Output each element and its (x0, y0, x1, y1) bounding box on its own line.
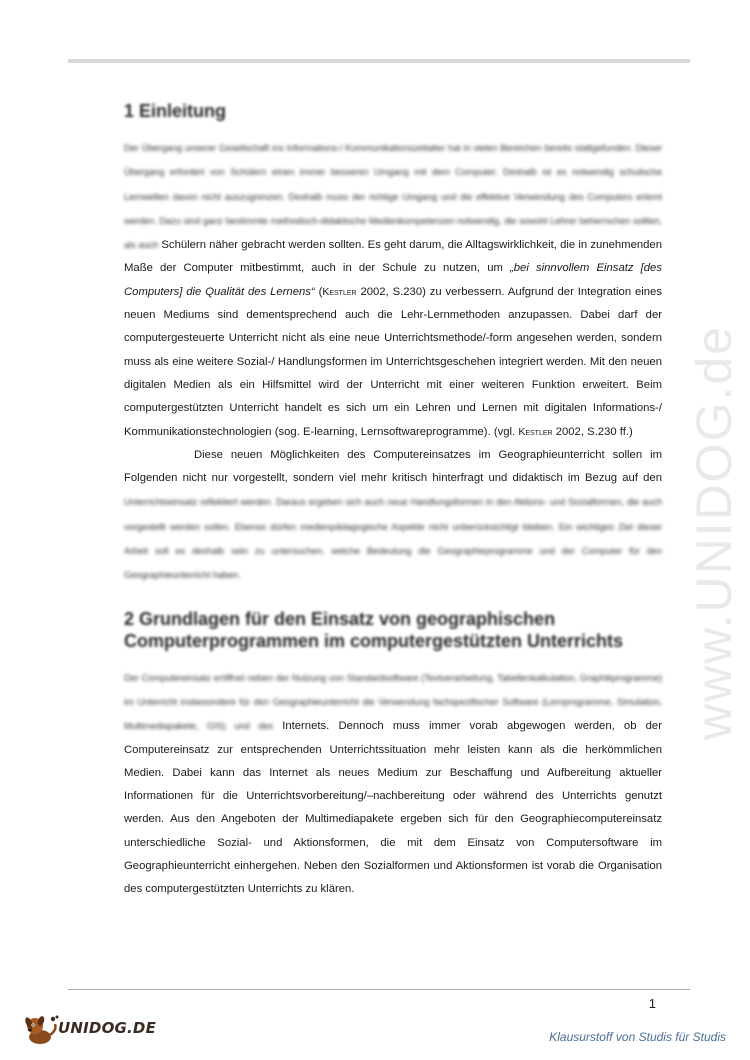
watermark (684, 160, 744, 740)
page-number: 1 (648, 996, 656, 1011)
dog-icon (22, 1013, 60, 1047)
visible-text: Diese neuen Möglichkeiten des Computereinsatzes im Geographieunterricht sollen im Folgenden nicht nur vorgestellt, sondern viel mehr kritisch hinterfragt und didaktisch im Bezug auf den (124, 448, 662, 485)
header-rule (68, 59, 690, 63)
section-heading-2: 2 Grundlagen für den Einsatz von geographischen Computerprogrammen im computergestützten Unterrichts (124, 608, 624, 651)
visible-text: 2002, S.230) zu verbessern. Aufgrund der Integration eines neuen Mediums sind dementsprechend auch die Lehr-Lernmethoden anzupassen. Dabei darf der computergesteuerte Unterricht nicht als eine neue Unterrichtsmethode/-form angesehen werden, sondern muss als eine weitere Sozial-/ Handlungsformen im Unterrichtsgeschehen integriert werden. Mit den neuen digitalen Medien als ein Hilfsmittel wird der Unterricht mit einer weiteren Funktion erweitert. Beim computergestützten Unterricht handelt es sich um ein Lehren und Lernen mit digitalen Informations-/ Kommunikationstechnologien (sog. E-learning, Lernsoftwareprogramme). (vgl. (124, 285, 662, 438)
blurred-text: Der Computereinsatz eröffnet neben der Nutzung von Standardsoftware (Textverarbeitung, Tabellenkalkulation, Graphikprogramme) im Unterricht insbesondere für den Geographieunterricht die Verwendung fachspezifischer Software (Lernprogramme, Simulation, Multimediapakete, GIS) und des (124, 671, 662, 732)
citation-text: 2002, S.230 ff.) (555, 425, 633, 438)
watermark-text: www.UNIDOG.de (686, 325, 742, 740)
visible-text: Internets. Dennoch muss immer vorab abgewogen werden, ob der Computereinsatz zur entsprechenden Unterrichtssituation mehr leisten kann als die herkömmlichen Medien. Dabei kann das Internet als neues Medium zur Beschaffung und Aufbereitung aktueller Informationen für die Unterrichtsvorbereitung/–nachbereitung oder während des Unterrichts genutzt werden. Aus den Angeboten der Multimediapakete ergeben sich für den Geographiecomputereinsatz unterschiedliche Sozial- und Aktionsformen, die mit dem Einsatz von Computersoftware im Geographieunterricht einhergehen. Neben den Sozialformen und Aktionsformen ist vorab die Organisation des computergestützten Unterrichts zu klären. (124, 720, 662, 896)
footer-slogan: Klausurstoff von Studis für Studis (549, 1030, 726, 1044)
section1-paragraph-2 (124, 444, 662, 588)
footer-rule (68, 989, 690, 990)
blurred-text: Der Übergang unserer Gesellschaft ins Informations-/ Kommunikationszeitalter hat in vielen Bereichen bereits stattgefunden. Dieser Übergang erfordert von Schülern einen immer besseren Umgang mit dem Computer. Deshalb ist es notwendig schulische Lernwelten davon nicht auszugrenzen. Deshalb muss der richtige Umgang und die effektive Verwendung des Computers erlernt werden. Dazu sind ganz bestimmte methodisch-didaktische Medienkompetenzen notwendig, die sowohl Lehrer beherrschen sollten, als auch (124, 142, 662, 251)
visible-text: Schülern näher gebracht werden sollten. Es geht darum, die Alltagswirklichkeit, die in zunehmenden Maße der Computer mitbestimmt, auch in der Schule zu nutzen, um (124, 239, 662, 275)
citation-author: Kestler (518, 425, 553, 438)
citation-author: Kestler (322, 285, 357, 298)
section1-paragraph-1 (124, 136, 662, 444)
quotation: „bei sinnvollem Einsatz [des Computers] die Qualität des Lernens“ (124, 262, 662, 298)
section2-paragraph-1 (124, 666, 662, 902)
blurred-text: Unterrichtseinsatz reflektiert werden. Daraus ergeben sich auch neue Handlungsformen in den Aktions- und Sozialformen, die auch vorgestellt werden sollen. Ebenso dürfen medienpädagogische Aspekte nicht unberücksichtigt bleiben. Ein wichtiges Ziel dieser Arbeit soll es deshalb sein zu untersuchen, welche Bedeutung die Geographieprogramme und der Computer für den Geographieunterricht haben. (124, 496, 662, 581)
citation-open: ( (318, 285, 323, 298)
unidog-logo[interactable] (22, 1013, 162, 1049)
document-body (124, 100, 662, 902)
section-heading-1: 1 Einleitung (124, 101, 227, 121)
logo-text: UNIDOG.DE (58, 1019, 157, 1037)
